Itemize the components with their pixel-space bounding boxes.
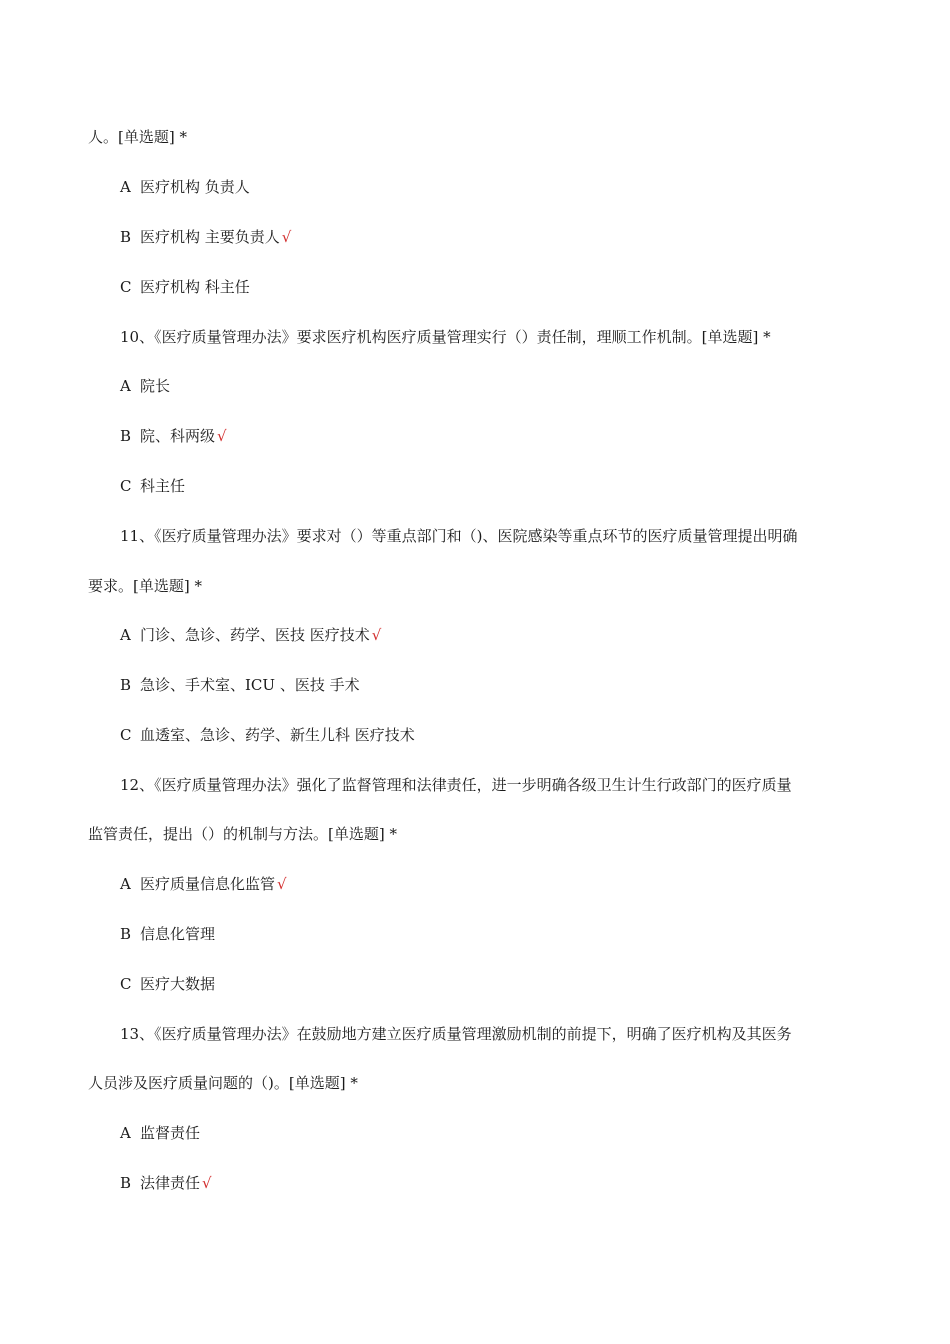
- q9-option-a: [120, 177, 250, 197]
- option-letter: C: [120, 726, 132, 744]
- option-letter: C: [120, 477, 132, 495]
- q10-option-b: [120, 426, 227, 446]
- q11-option-b: [120, 675, 360, 695]
- option-letter: B: [120, 1174, 132, 1192]
- option-text: 血透室、急诊、药学、新生儿科 医疗技术: [140, 726, 415, 744]
- option-text: 科主任: [140, 477, 186, 495]
- option-letter: A: [120, 377, 131, 395]
- question-text: 11、《医疗质量管理办法》要求对（）等重点部门和（)、医院感染等重点环节的医疗质量管理提出明确: [120, 527, 798, 545]
- question-text: 人员涉及医疗质量问题的（)。[单选题] *: [88, 1074, 358, 1092]
- correct-check-icon: √: [281, 228, 292, 246]
- correct-check-icon: √: [202, 1174, 212, 1192]
- question-13-cont: [88, 1073, 358, 1093]
- q12-option-a: [120, 874, 287, 894]
- q11-option-c: [120, 725, 415, 745]
- option-text: 院、科两级: [140, 427, 216, 445]
- option-letter: A: [120, 875, 131, 893]
- option-text: 急诊、手术室、ICU 、医技 手术: [140, 676, 360, 694]
- question-13: [120, 1024, 792, 1044]
- question-9-tail: [88, 127, 187, 147]
- option-letter: C: [120, 975, 132, 993]
- question-text: 监管责任，提出（）的机制与方法。[单选题] *: [88, 825, 397, 843]
- option-letter: B: [120, 228, 132, 246]
- question-12: [120, 775, 792, 795]
- question-text: 12、《医疗质量管理办法》强化了监督管理和法律责任，进一步明确各级卫生计生行政部门的医疗质量: [120, 776, 792, 794]
- option-text: 法律责任: [140, 1174, 201, 1192]
- q10-option-c: [120, 476, 185, 496]
- q11-option-a: [120, 625, 381, 645]
- correct-check-icon: √: [217, 427, 227, 445]
- q12-option-c: [120, 974, 215, 994]
- question-text: 人。[单选题] *: [88, 128, 187, 146]
- question-11: [120, 526, 797, 546]
- correct-check-icon: √: [277, 875, 287, 893]
- option-letter: A: [120, 626, 131, 644]
- question-text: 13、《医疗质量管理办法》在鼓励地方建立医疗质量管理激励机制的前提下，明确了医疗机构及其医务: [120, 1025, 792, 1043]
- q13-option-b: [120, 1173, 212, 1193]
- question-text: 10、《医疗质量管理办法》要求医疗机构医疗质量管理实行（）责任制，理顺工作机制。[单选题] *: [120, 328, 771, 346]
- option-letter: B: [120, 925, 132, 943]
- option-letter: A: [120, 178, 131, 196]
- q12-option-b: [120, 924, 215, 944]
- option-text: 医疗大数据: [140, 975, 216, 993]
- option-text: 医疗机构 主要负责人: [140, 228, 280, 246]
- q13-option-a: [120, 1123, 200, 1143]
- option-letter: A: [120, 1124, 131, 1142]
- q10-option-a: [120, 376, 170, 396]
- question-11-cont: [88, 576, 202, 596]
- option-text: 医疗质量信息化监管: [140, 875, 276, 893]
- q9-option-b: [120, 227, 291, 247]
- question-text: 要求。[单选题] *: [88, 577, 202, 595]
- option-text: 医疗机构 科主任: [140, 278, 250, 296]
- option-text: 信息化管理: [140, 925, 216, 943]
- question-10: [120, 327, 771, 347]
- option-text: 院长: [140, 377, 171, 395]
- correct-check-icon: √: [371, 626, 382, 644]
- question-12-cont: [88, 824, 397, 844]
- option-letter: B: [120, 427, 132, 445]
- option-text: 医疗机构 负责人: [140, 178, 250, 196]
- option-letter: C: [120, 278, 132, 296]
- option-letter: B: [120, 676, 132, 694]
- option-text: 监督责任: [140, 1124, 201, 1142]
- q9-option-c: [120, 277, 250, 297]
- option-text: 门诊、急诊、药学、医技 医疗技术: [140, 626, 370, 644]
